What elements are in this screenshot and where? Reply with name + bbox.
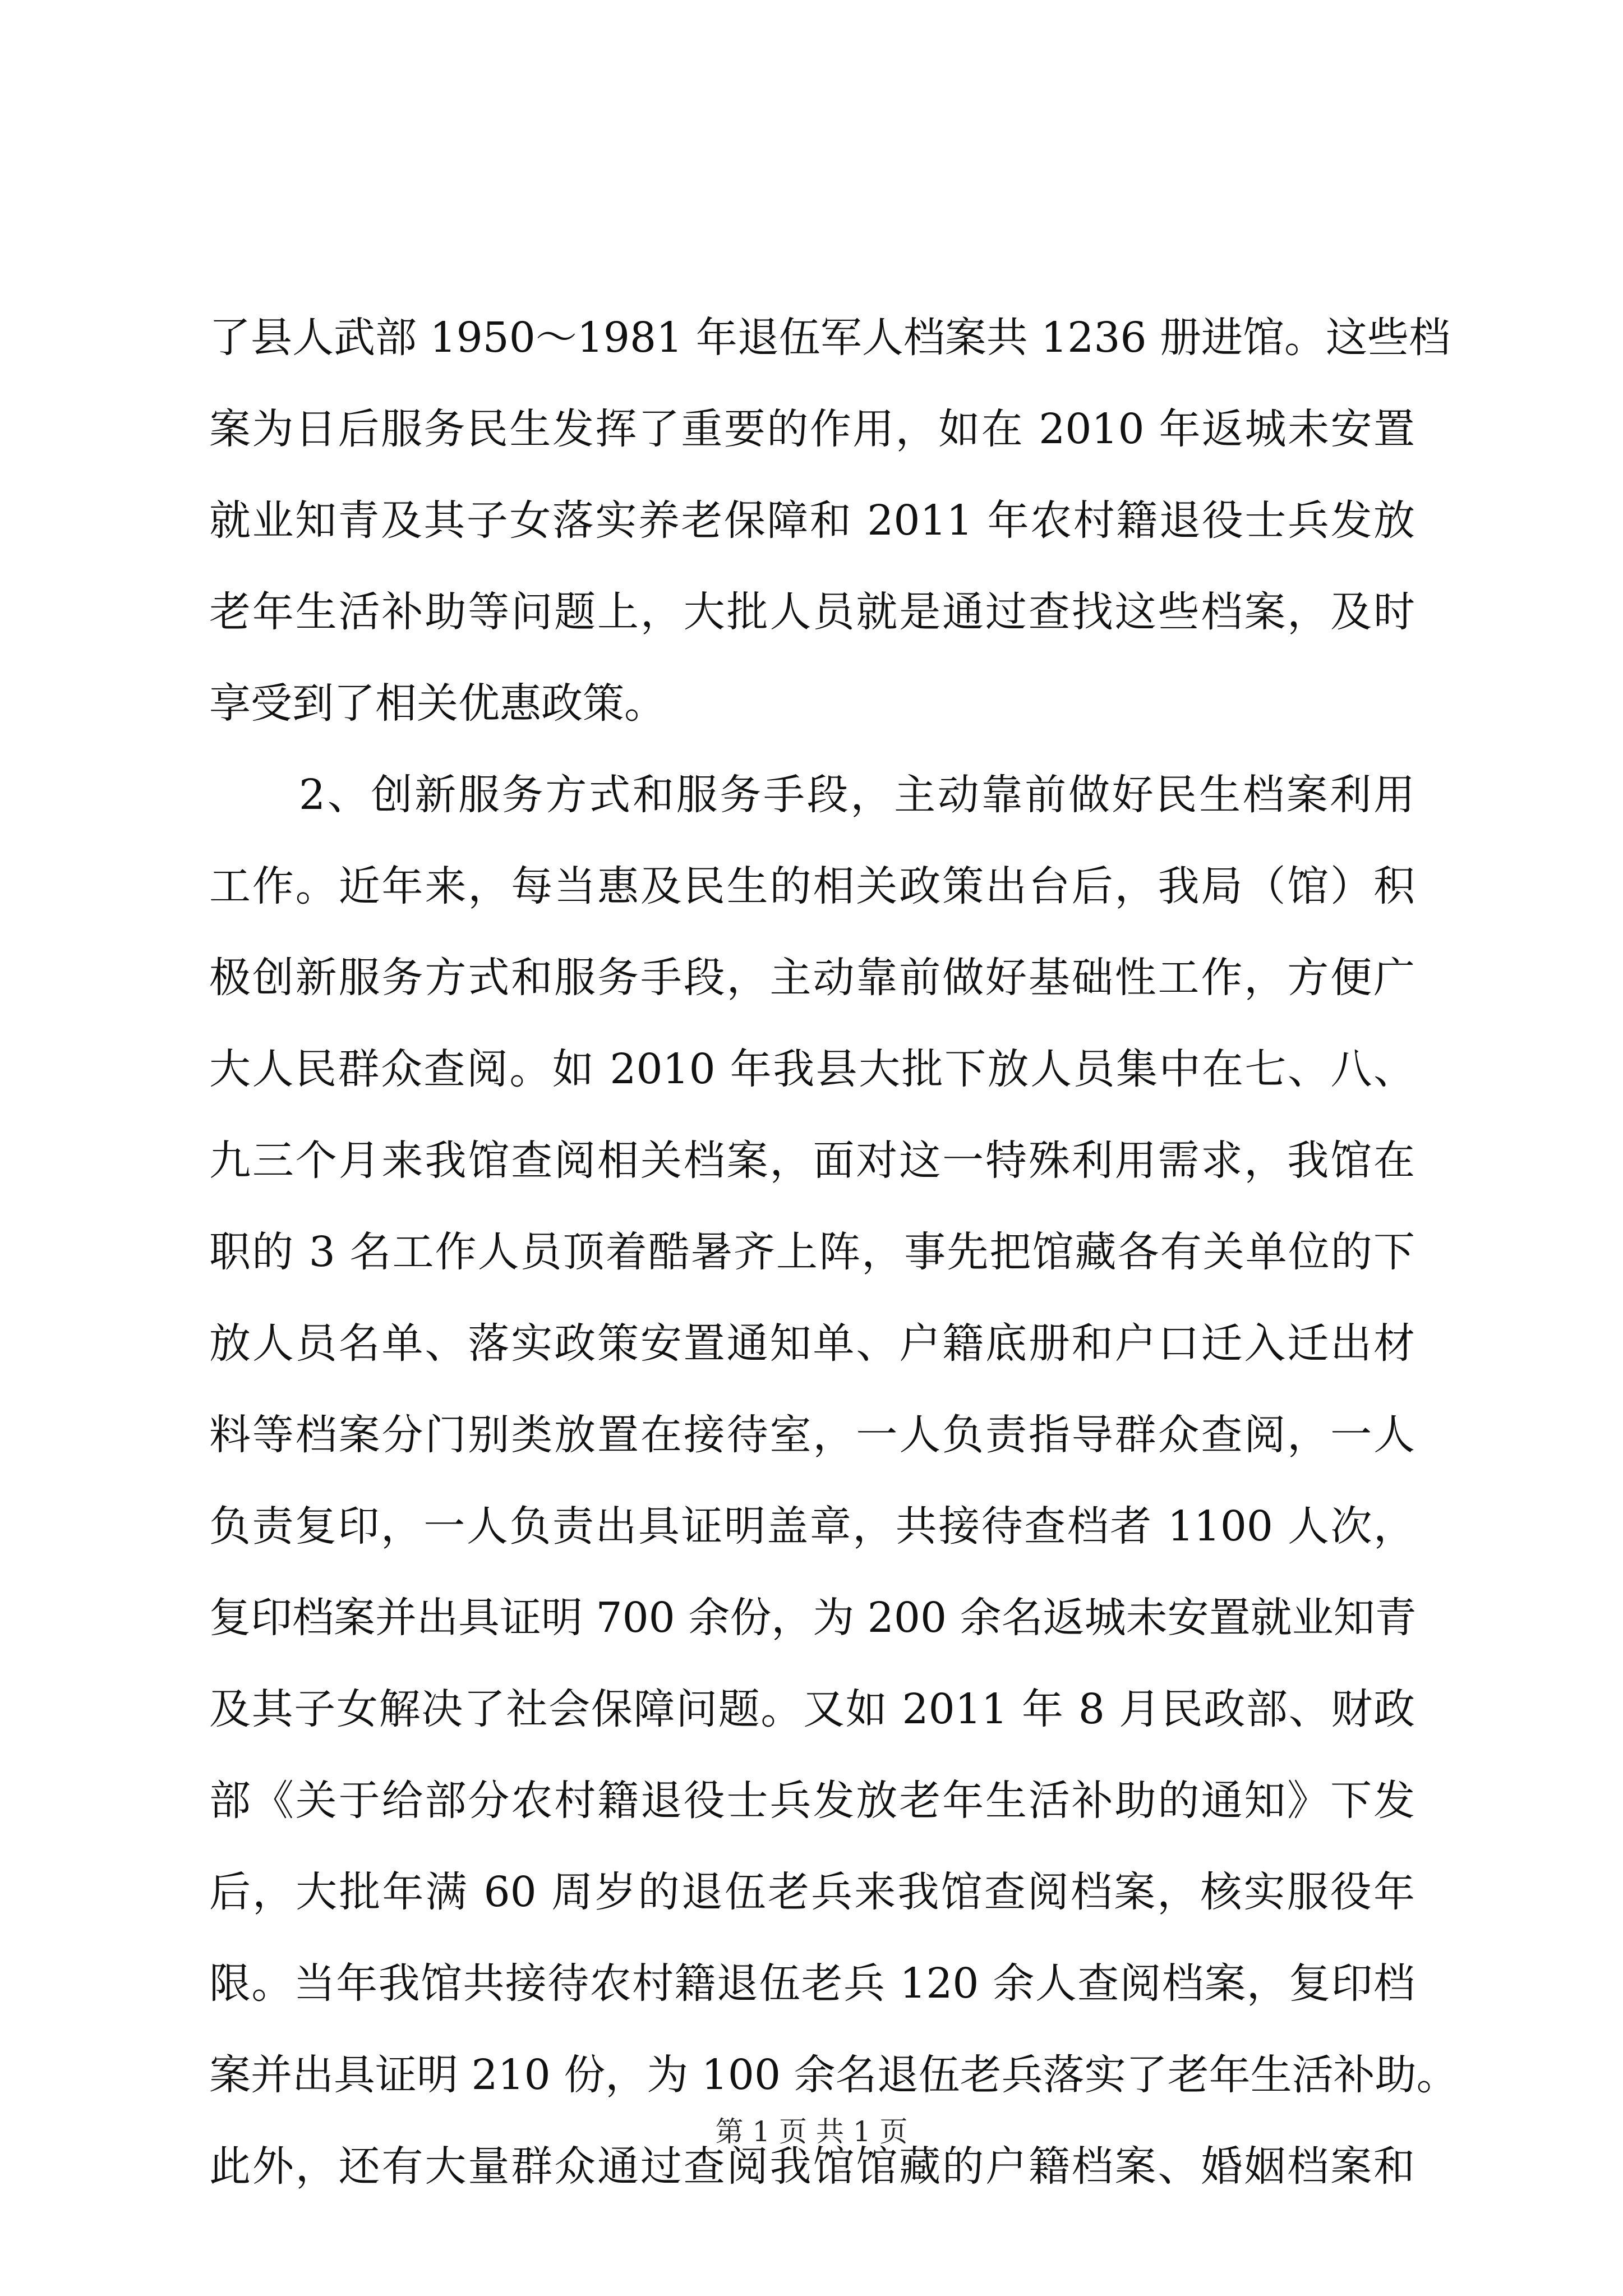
text-line: 负责复印，一人负责出具证明盖章，共接待查档者 1100 人次，: [209, 1502, 1415, 1550]
text-line: 案为日后服务民生发挥了重要的作用，如在 2010 年返城未安置: [209, 405, 1415, 453]
text-line: 放人员名单、落实政策安置通知单、户籍底册和户口迁入迁出材: [209, 1319, 1415, 1368]
text-line: 部《关于给部分农村籍退役士兵发放老年生活补助的通知》下发: [209, 1777, 1415, 1825]
text-line: 及其子女解决了社会保障问题。又如 2011 年 8 月民政部、财政: [209, 1685, 1415, 1733]
text-line: 料等档案分门别类放置在接待室，一人负责指导群众查阅，一人: [209, 1411, 1415, 1459]
text-line: 工作。近年来，每当惠及民生的相关政策出台后，我局（馆）积: [209, 862, 1415, 910]
text-line: 案并出具证明 210 份，为 100 余名退伍老兵落实了老年生活补助。: [209, 2051, 1458, 2099]
document-body: [209, 292, 1458, 2212]
text-line: 大人民群众查阅。如 2010 年我县大批下放人员集中在七、八、: [209, 1045, 1415, 1093]
text-line: 限。当年我馆共接待农村籍退伍老兵 120 余人查阅档案，复印档: [209, 1959, 1415, 2008]
text-line: 极创新服务方式和服务手段，主动靠前做好基础性工作，方便广: [209, 954, 1415, 1002]
text-line: 九三个月来我馆查阅相关档案，面对这一特殊利用需求，我馆在: [209, 1137, 1415, 1185]
text-line: 老年生活补助等问题上，大批人员就是通过查找这些档案，及时: [209, 588, 1415, 636]
text-line: 享受到了相关优惠政策。: [209, 679, 666, 728]
text-line: 就业知青及其子女落实养老保障和 2011 年农村籍退役士兵发放: [209, 496, 1415, 545]
page-footer: 第 1 页 共 1 页: [715, 2115, 908, 2148]
text-line: 后，大批年满 60 周岁的退伍老兵来我馆查阅档案，核实服役年: [209, 1868, 1415, 1916]
text-line: 此外，还有大量群众通过查阅我馆馆藏的户籍档案、婚姻档案和: [209, 2142, 1415, 2191]
text-line: 职的 3 名工作人员顶着酷暑齐上阵，事先把馆藏各有关单位的下: [209, 1228, 1415, 1276]
text-line: 了县人武部 1950～1981 年退伍军人档案共 1236 册进馆。这些档: [209, 314, 1451, 362]
paragraph-first-line: 2、创新服务方式和服务手段，主动靠前做好民生档案利用: [299, 771, 1415, 819]
text-line: 复印档案并出具证明 700 余份，为 200 余名返城未安置就业知青: [209, 1594, 1417, 1642]
